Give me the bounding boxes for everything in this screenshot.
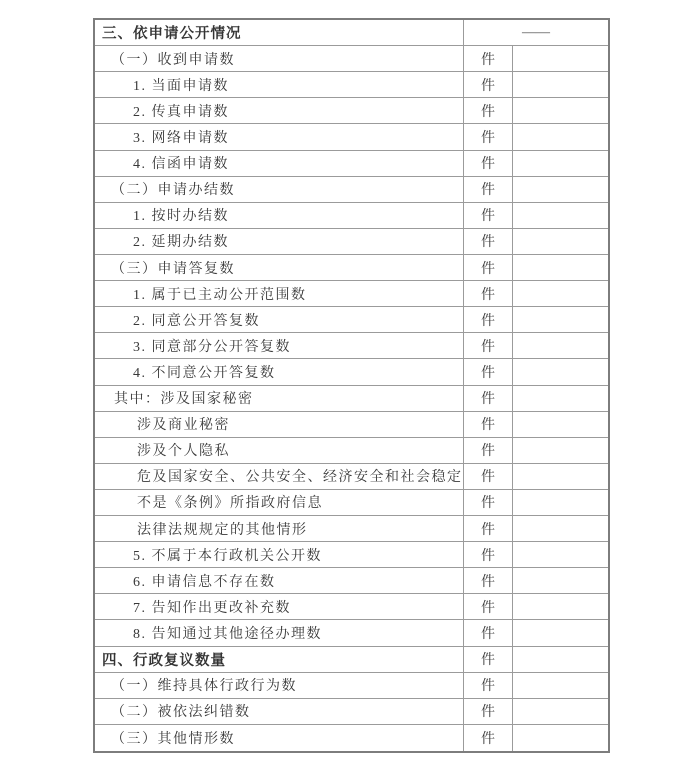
row-label: 5. 不属于本行政机关公开数	[133, 548, 322, 564]
row-label: 1. 当面申请数	[133, 78, 229, 94]
table-row	[95, 490, 608, 516]
statistics-table	[93, 18, 610, 753]
row-label: 3. 网络申请数	[133, 130, 229, 146]
value-cell	[512, 438, 608, 463]
row-label: 2. 传真申请数	[133, 104, 229, 120]
row-label: 1. 按时办结数	[133, 209, 229, 225]
table-row	[95, 568, 608, 594]
table-row	[95, 333, 608, 359]
table-row	[95, 673, 608, 699]
row-label: 7. 告知作出更改补充数	[133, 600, 291, 616]
unit-cell: 件	[463, 203, 512, 228]
unit-cell: 件	[463, 72, 512, 97]
value-cell	[512, 203, 608, 228]
row-label: 2. 同意公开答复数	[133, 313, 260, 329]
row-label: 三、依申请公开情况	[102, 26, 242, 43]
row-label: （一）收到申请数	[111, 52, 235, 68]
value-cell	[512, 542, 608, 567]
table-row	[95, 464, 608, 490]
unit-cell: 件	[463, 98, 512, 123]
value-cell	[512, 725, 608, 751]
unit-cell: 件	[463, 568, 512, 593]
unit-cell: 件	[463, 307, 512, 332]
value-cell	[512, 620, 608, 645]
unit-cell: 件	[463, 725, 512, 751]
table-row	[95, 255, 608, 281]
row-label: 6. 申请信息不存在数	[133, 574, 276, 590]
table-row	[95, 725, 608, 751]
value-cell	[512, 359, 608, 384]
table-row	[95, 699, 608, 725]
unit-cell: 件	[463, 177, 512, 202]
unit-cell: 件	[463, 46, 512, 71]
value-cell	[512, 490, 608, 515]
value-cell	[512, 46, 608, 71]
row-label: 4. 信函申请数	[133, 157, 229, 173]
row-label: 涉及商业秘密	[137, 418, 230, 434]
unit-cell: 件	[463, 281, 512, 306]
unit-cell: ——	[463, 20, 608, 45]
row-label: 8. 告知通过其他途径办理数	[133, 627, 322, 642]
unit-cell: 件	[463, 151, 512, 176]
value-cell	[512, 464, 608, 489]
value-cell	[512, 386, 608, 411]
value-cell	[512, 255, 608, 280]
value-cell	[512, 281, 608, 306]
value-cell	[512, 333, 608, 358]
unit-cell: 件	[463, 333, 512, 358]
row-label: 法律法规规定的其他情形	[137, 522, 308, 538]
row-label: （二）被依法纠错数	[111, 705, 251, 721]
value-cell	[512, 124, 608, 149]
table-row	[95, 647, 608, 673]
table-row	[95, 386, 608, 412]
unit-cell: 件	[463, 255, 512, 280]
row-label: 不是《条例》所指政府信息	[137, 496, 323, 512]
unit-cell: 件	[463, 386, 512, 411]
unit-cell: 件	[463, 412, 512, 437]
row-label: 危及国家安全、公共安全、经济安全和社会稳定	[137, 470, 463, 486]
value-cell	[512, 673, 608, 698]
value-cell	[512, 307, 608, 332]
unit-cell: 件	[463, 647, 512, 672]
unit-cell: 件	[463, 359, 512, 384]
table-row	[95, 620, 608, 646]
table-row	[95, 98, 608, 124]
table-row	[95, 124, 608, 150]
unit-cell: 件	[463, 438, 512, 463]
table-row	[95, 72, 608, 98]
table-row	[95, 203, 608, 229]
row-label: 涉及个人隐私	[137, 444, 230, 460]
value-cell	[512, 568, 608, 593]
unit-cell: 件	[463, 594, 512, 619]
row-label: （三）其他情形数	[111, 731, 235, 747]
value-cell	[512, 594, 608, 619]
row-label: 2. 延期办结数	[133, 235, 229, 251]
unit-cell: 件	[463, 464, 512, 489]
value-cell	[512, 647, 608, 672]
unit-cell: 件	[463, 699, 512, 724]
table-row	[95, 177, 608, 203]
row-label: （二）申请办结数	[111, 183, 235, 199]
value-cell	[512, 229, 608, 254]
table-row	[95, 594, 608, 620]
unit-cell: 件	[463, 490, 512, 515]
value-cell	[512, 98, 608, 123]
value-cell	[512, 516, 608, 541]
table-row	[95, 542, 608, 568]
value-cell	[512, 412, 608, 437]
value-cell	[512, 151, 608, 176]
row-label: 4. 不同意公开答复数	[133, 365, 276, 381]
value-cell	[512, 699, 608, 724]
row-label: 其中：涉及国家秘密	[114, 392, 254, 408]
row-label: （三）申请答复数	[111, 261, 235, 277]
table-row	[95, 46, 608, 72]
unit-cell: 件	[463, 516, 512, 541]
table-row	[95, 151, 608, 177]
table-row	[95, 516, 608, 542]
row-label: 1. 属于已主动公开范围数	[133, 287, 307, 303]
value-cell	[512, 177, 608, 202]
table-row	[95, 20, 608, 46]
table-row	[95, 229, 608, 255]
table-row	[95, 281, 608, 307]
unit-cell: 件	[463, 229, 512, 254]
unit-cell: 件	[463, 620, 512, 645]
unit-cell: 件	[463, 542, 512, 567]
row-label: （一）维持具体行政行为数	[111, 679, 297, 695]
table-row	[95, 307, 608, 333]
unit-cell: 件	[463, 124, 512, 149]
table-row	[95, 412, 608, 438]
row-label: 3. 同意部分公开答复数	[133, 339, 291, 355]
value-cell	[512, 72, 608, 97]
table-row	[95, 359, 608, 385]
table-row	[95, 438, 608, 464]
unit-cell: 件	[463, 673, 512, 698]
row-label: 四、行政复议数量	[102, 652, 226, 669]
